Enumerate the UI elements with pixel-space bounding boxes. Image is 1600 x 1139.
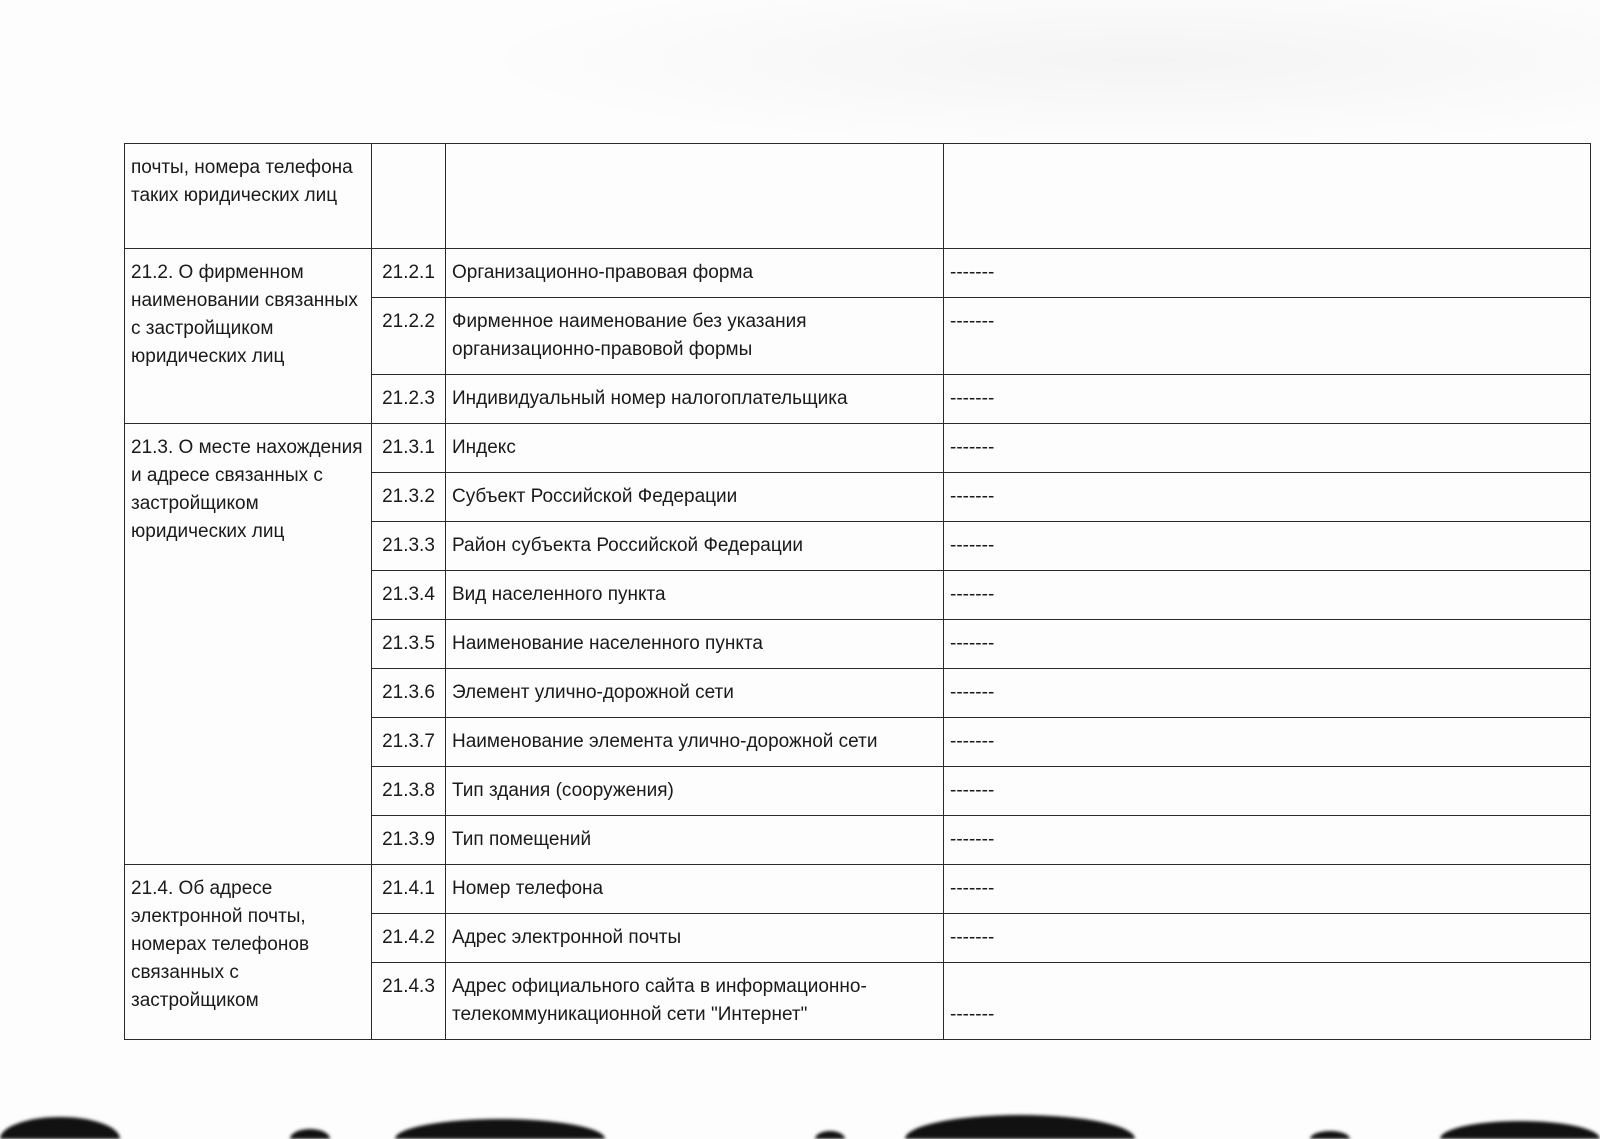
row-number: 21.3.6: [372, 669, 446, 718]
row-number: 21.2.1: [372, 249, 446, 298]
row-number: 21.3.3: [372, 522, 446, 571]
scan-edge-smear: [0, 1117, 120, 1139]
group-label: 21.3. О месте нахождения и адресе связанных с застройщиком юридических лиц: [125, 424, 372, 865]
row-name: Район субъекта Российской Федерации: [446, 522, 944, 571]
table-row: [125, 865, 1591, 914]
scan-edge-smear: [815, 1131, 845, 1139]
row-name: Фирменное наименование без указания организационно-правовой формы: [446, 298, 944, 375]
row-name: Вид населенного пункта: [446, 571, 944, 620]
scan-edge-smear: [1440, 1121, 1600, 1139]
row-value: -------: [944, 424, 1591, 473]
row-name: Тип здания (сооружения): [446, 767, 944, 816]
row-number: 21.3.9: [372, 816, 446, 865]
row-name: Наименование элемента улично-дорожной сети: [446, 718, 944, 767]
row-value: -------: [944, 298, 1591, 375]
row-value: -------: [944, 571, 1591, 620]
row-number: 21.3.1: [372, 424, 446, 473]
row-value: -------: [944, 914, 1591, 963]
group-label: 21.4. Об адресе электронной почты, номерах телефонов связанных с застройщиком: [125, 865, 372, 1040]
row-number: 21.4.3: [372, 963, 446, 1040]
row-name: Наименование населенного пункта: [446, 620, 944, 669]
row-value: -------: [944, 718, 1591, 767]
table-row: [125, 424, 1591, 473]
row-number: 21.4.2: [372, 914, 446, 963]
row-value: -------: [944, 816, 1591, 865]
row-name: Субъект Российской Федерации: [446, 473, 944, 522]
row-number: 21.2.2: [372, 298, 446, 375]
table-row-continuation: [125, 144, 1591, 249]
scan-smudge: [460, 0, 1600, 150]
row-value: -------: [944, 767, 1591, 816]
group-label: 21.2. О фирменном наименовании связанных с застройщиком юридических лиц: [125, 249, 372, 424]
row-value: -------: [944, 522, 1591, 571]
row-number: 21.4.1: [372, 865, 446, 914]
row-name: Индивидуальный номер налогоплательщика: [446, 375, 944, 424]
row-value: -------: [944, 669, 1591, 718]
row-value: -------: [944, 963, 1591, 1040]
row-name: Адрес официального сайта в информационно-телекоммуникационной сети "Интернет": [446, 963, 944, 1040]
scan-edge-smear: [1310, 1131, 1350, 1139]
row-number: 21.3.5: [372, 620, 446, 669]
row-name: Адрес электронной почты: [446, 914, 944, 963]
scan-edge-smear: [290, 1129, 330, 1139]
row-name: Элемент улично-дорожной сети: [446, 669, 944, 718]
scan-edge-smear: [905, 1115, 1135, 1139]
disclosure-table: [124, 143, 1591, 1040]
row-value: -------: [944, 473, 1591, 522]
row-number: 21.3.7: [372, 718, 446, 767]
row-name: Организационно-правовая форма: [446, 249, 944, 298]
row-name: Индекс: [446, 424, 944, 473]
row-number: 21.2.3: [372, 375, 446, 424]
row-name-cell: [446, 144, 944, 249]
row-value-cell: [944, 144, 1591, 249]
row-value: -------: [944, 375, 1591, 424]
table-row: [125, 249, 1591, 298]
row-number: 21.3.2: [372, 473, 446, 522]
scan-edge-smear: [395, 1119, 605, 1139]
group-label-continuation: почты, номера телефона таких юридических лиц: [125, 144, 372, 249]
row-value: -------: [944, 865, 1591, 914]
row-name: Тип помещений: [446, 816, 944, 865]
row-name: Номер телефона: [446, 865, 944, 914]
row-number: 21.3.8: [372, 767, 446, 816]
row-number-cell: [372, 144, 446, 249]
row-number: 21.3.4: [372, 571, 446, 620]
row-value: -------: [944, 620, 1591, 669]
row-value: -------: [944, 249, 1591, 298]
